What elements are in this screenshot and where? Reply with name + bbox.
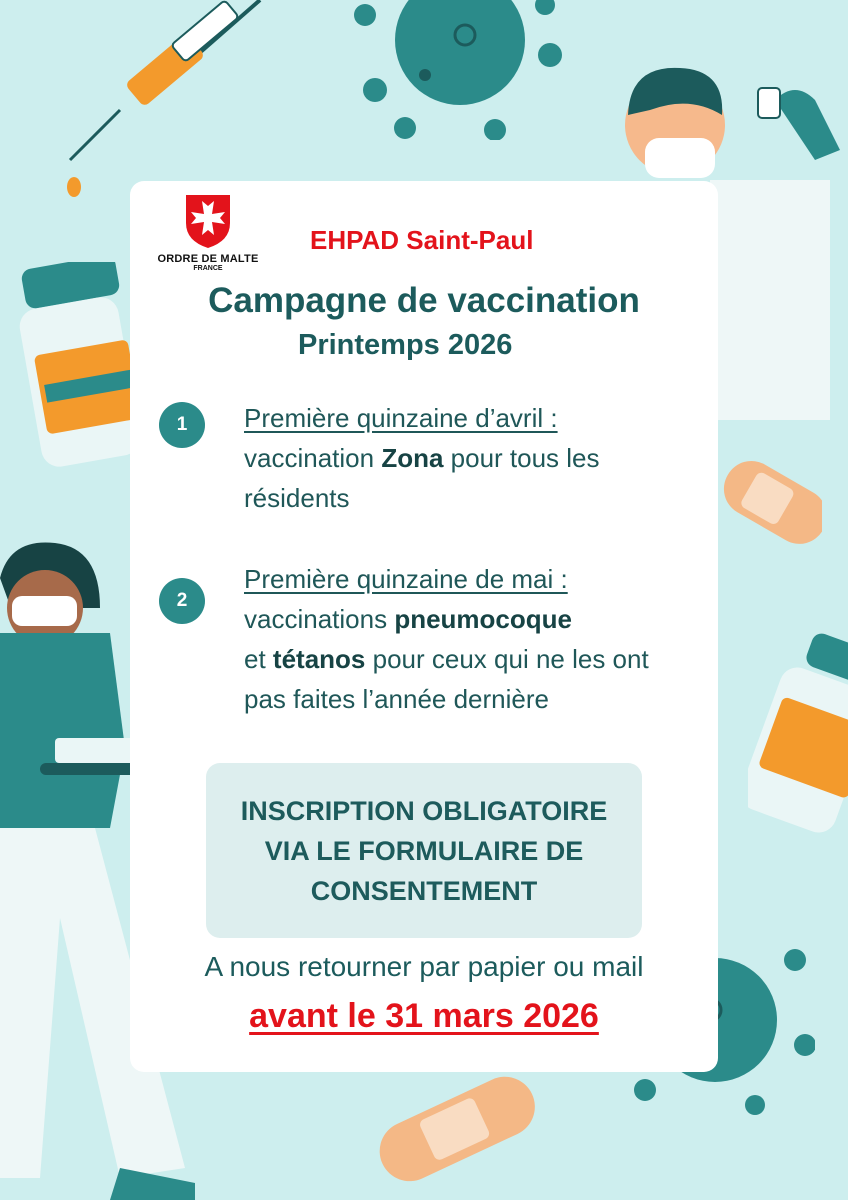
item-heading: Première quinzaine d’avril :	[244, 403, 558, 433]
item-highlight: pneumocoque	[394, 604, 572, 634]
logo-name: ORDRE DE MALTE	[157, 253, 259, 265]
logo-country: FRANCE	[193, 265, 223, 272]
vial-illustration	[748, 630, 848, 840]
vial-illustration	[15, 262, 145, 472]
item-text: vaccinations	[244, 604, 395, 634]
item-heading: Première quinzaine de mai :	[244, 564, 568, 594]
item-text: pour tous les résidents	[244, 443, 600, 513]
deadline-text: avant le 31 mars 2026	[249, 997, 599, 1035]
callout-line: VIA LE FORMULAIRE DE	[264, 835, 584, 866]
item-highlight: Zona	[381, 443, 444, 473]
callout-line: CONSENTEMENT	[310, 875, 538, 906]
step-number-badge: 2	[159, 578, 205, 624]
list-item	[244, 398, 654, 518]
callout-line: INSCRIPTION OBLIGATOIRE	[240, 795, 608, 826]
item-text: vaccination	[244, 443, 382, 473]
page-title: Campagne de vaccination	[208, 281, 640, 320]
list-item	[244, 559, 654, 719]
registration-callout	[206, 763, 642, 938]
info-card	[130, 181, 718, 1072]
return-instructions: A nous retourner par papier ou mail	[204, 951, 644, 982]
page-subtitle: Printemps 2026	[298, 329, 513, 361]
item-text: pour ceux qui ne les ont pas faites l’année dernière	[244, 644, 649, 714]
virus-illustration	[345, 0, 575, 140]
item-highlight: tétanos	[272, 644, 366, 674]
item-text: et	[244, 644, 273, 674]
ordre-de-malte-logo	[148, 193, 268, 272]
org-title: EHPAD Saint-Paul	[310, 225, 534, 255]
syringe-illustration	[30, 0, 270, 200]
step-number-badge: 1	[159, 402, 205, 448]
plaster-illustration	[712, 440, 822, 560]
plaster-illustration	[375, 1065, 535, 1185]
maltese-cross-icon	[183, 193, 233, 249]
